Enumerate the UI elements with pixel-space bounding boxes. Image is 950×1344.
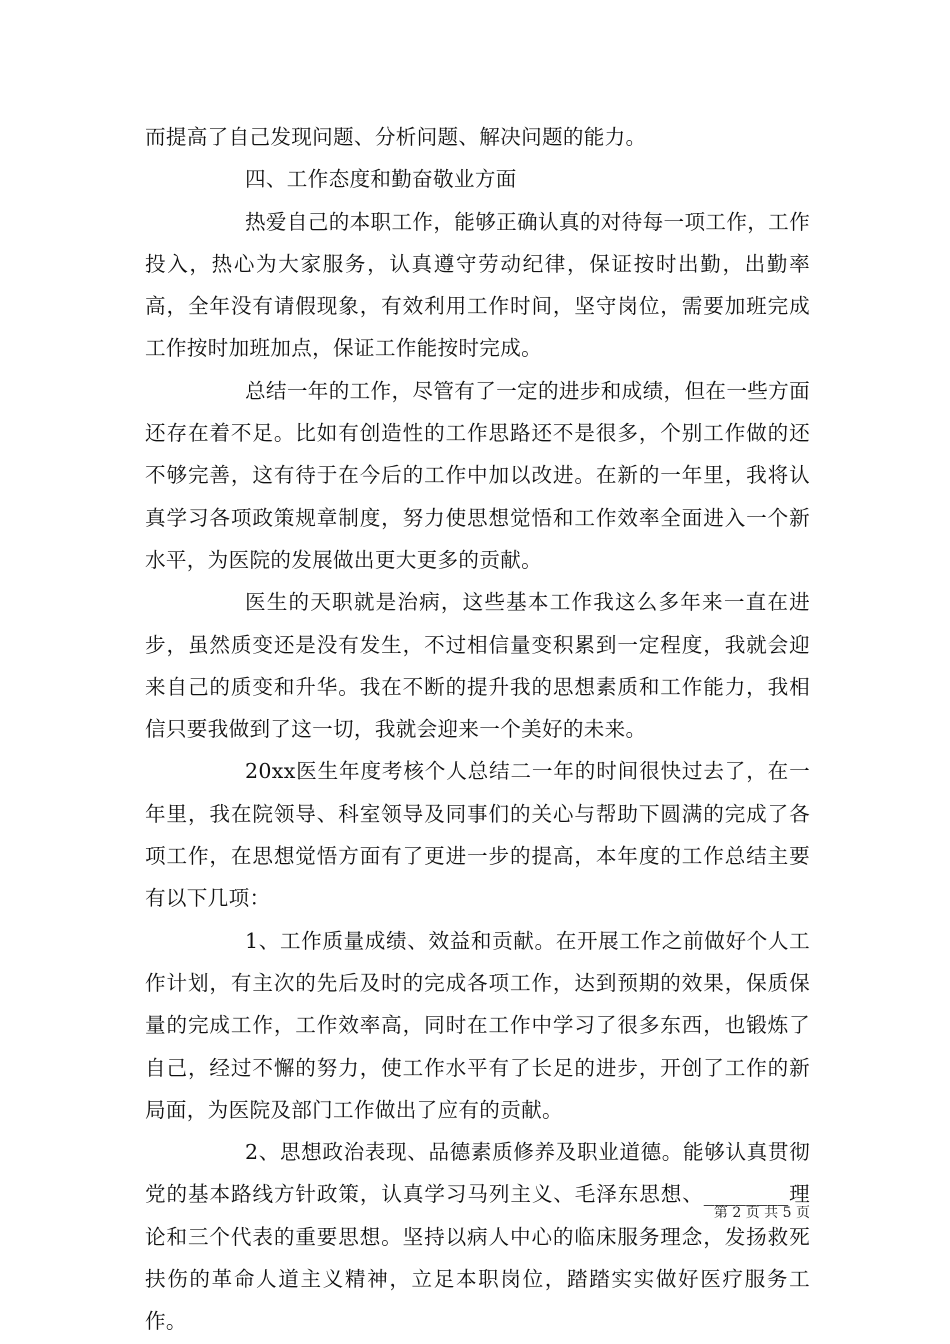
document-body <box>145 116 810 1343</box>
paragraph-7: 2、思想政治表现、品德素质修养及职业道德。能够认真贯彻党的基本路线方针政策，认真学习马列主义、毛泽东思想、________理论和三个代表的重要思想。坚持以病人中心的临床服务理念，发扬救死扶伤的革命人道主义精神，立足本职岗位，踏踏实实做好医疗服务工作。 <box>145 1140 810 1334</box>
paragraph-5: 20xx医生年度考核个人总结二一年的时间很快过去了，在一年里，我在院领导、科室领导及同事们的关心与帮助下圆满的完成了各项工作，在思想觉悟方面有了更进一步的提高，本年度的工作总结主要有以下几项： <box>145 759 810 911</box>
paragraph-3: 总结一年的工作，尽管有了一定的进步和成绩，但在一些方面还存在着不足。比如有创造性的工作思路还不是很多，个别工作做的还不够完善，这有待于在今后的工作中加以改进。在新的一年里，我将认真学习各项政策规章制度，努力使思想觉悟和工作效率全面进入一个新水平，为医院的发展做出更大更多的贡献。 <box>145 378 810 572</box>
section-heading-work-attitude: 四、工作态度和勤奋敬业方面 <box>245 167 517 192</box>
paragraph-4: 医生的天职就是治病，这些基本工作我这么多年来一直在进步，虽然质变还是没有发生，不过相信量变积累到一定程度，我就会迎来自己的质变和升华。我在不断的提升我的思想素质和工作能力，我相信只要我做到了这一切，我就会迎来一个美好的未来。 <box>145 590 810 742</box>
paragraph-6: 1、工作质量成绩、效益和贡献。在开展工作之前做好个人工作计划，有主次的先后及时的完成各项工作，达到预期的效果，保质保量的完成工作，工作效率高，同时在工作中学习了很多东西，也锻炼了自己，经过不懈的努力，使工作水平有了长足的进步，开创了工作的新局面，为医院及部门工作做出了应有的贡献。 <box>145 928 810 1122</box>
paragraph-1: 而提高了自己发现问题、分析问题、解决问题的能力。 <box>145 125 647 149</box>
page-number-footer: 第 2 页 共 5 页 <box>713 1205 810 1221</box>
paragraph-2: 热爱自己的本职工作，能够正确认真的对待每一项工作，工作投入，热心为大家服务，认真遵守劳动纪律，保证按时出勤，出勤率高，全年没有请假现象，有效利用工作时间，坚守岗位，需要加班完成工作按时加班加点，保证工作能按时完成。 <box>145 209 810 361</box>
